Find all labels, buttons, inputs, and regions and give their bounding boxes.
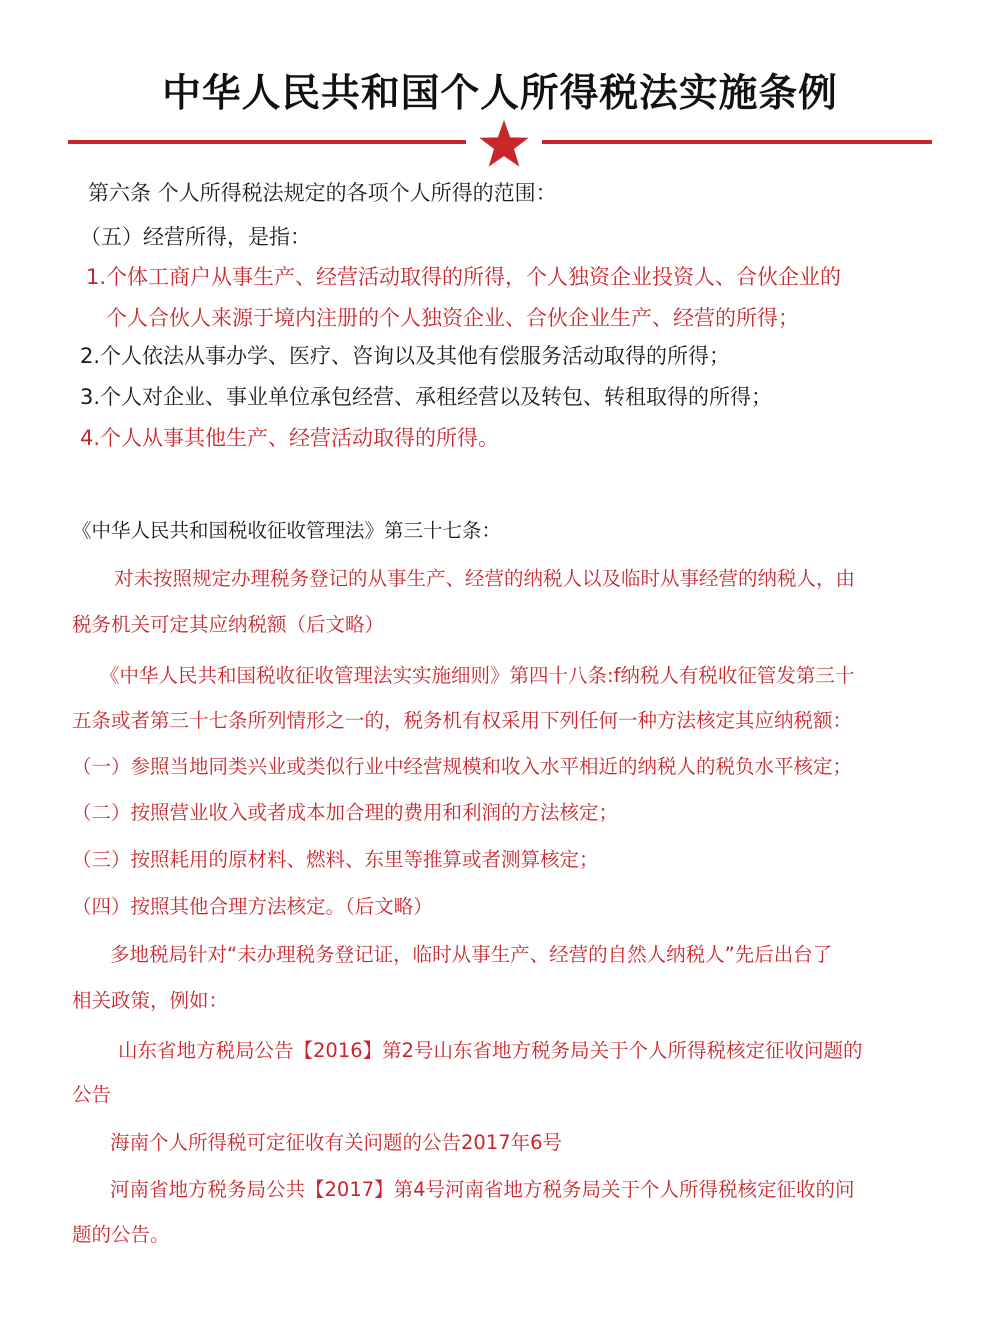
title-divider-left — [68, 140, 466, 144]
page-title: 中华人民共和国个人所得税法实施条例 — [162, 71, 838, 116]
list-item-2: 2.个人依法从事办学、医疗、咨询以及其他有偿服务活动取得的所得； — [80, 344, 731, 368]
article-heading: 第六条 个人所得税法规定的各项个人所得的范围： — [88, 181, 557, 205]
law-heading: 《中华人民共和国税收征收管理法》第三十七条： — [72, 519, 502, 542]
policy-paragraph-line-2: 相关政策，例如： — [72, 989, 229, 1012]
rules-paragraph-line-1: 《中华人民共和国税收征收管理法实实施细则》第四十八条:f纳税人有税收征管发第三十 — [100, 664, 855, 687]
law-paragraph-line-1: 对未按照规定办理税务登记的从事生产、经营的纳税人以及临时从事经营的纳税人，由 — [114, 567, 856, 590]
star-icon — [478, 119, 530, 169]
rules-paragraph-line-2: 五条或者第三十七条所列情形之一的，税务机有权采用下列任何一种方法核定其应纳税额： — [72, 709, 853, 732]
title-divider-right — [542, 140, 932, 144]
shandong-notice-line-1: 山东省地方税局公告【2016】第2号山东省地方税务局关于个人所得税核定征收问题的 — [118, 1039, 863, 1062]
method-item-4: （四）按照其他合理方法核定。（后文略） — [72, 895, 433, 918]
policy-paragraph-line-1: 多地税局针对“未办理税务登记证，临时从事生产、经营的自然人纳税人”先后出台了 — [110, 943, 833, 966]
shandong-notice-line-2: 公告 — [72, 1083, 112, 1106]
list-item-1-line-2: 个人合伙人来源于境内注册的个人独资企业、合伙企业生产、经营的所得； — [106, 306, 799, 330]
method-item-2: （二）按照营业收入或者成本加合理的费用和利润的方法核定； — [72, 801, 619, 824]
hainan-notice: 海南个人所得税可定征收有关问题的公告2017年6号 — [110, 1131, 563, 1154]
list-item-1-line-1: 1.个体工商户从事生产、经营活动取得的所得，个人独资企业投资人、合伙企业的 — [86, 265, 842, 289]
henan-notice-line-2: 题的公告。 — [72, 1223, 170, 1246]
list-item-4: 4.个人从事其他生产、经营活动取得的所得。 — [80, 426, 500, 450]
method-item-3: （三）按照耗用的原材料、燃料、东里等推算或者测算核定； — [72, 848, 599, 871]
henan-notice-line-1: 河南省地方税务局公共【2017】第4号河南省地方税务局关于个人所得税核定征收的问 — [110, 1178, 855, 1201]
method-item-1: （一）参照当地同类兴业或类似行业中经营规模和收入水平相近的纳税人的税负水平核定； — [72, 755, 853, 778]
law-paragraph-line-2: 税务机关可定其应纳税额（后文略） — [72, 613, 385, 636]
list-item-3: 3.个人对企业、事业单位承包经营、承租经营以及转包、转租取得的所得； — [80, 385, 773, 409]
subsection-heading: （五）经营所得，是指： — [80, 225, 311, 249]
